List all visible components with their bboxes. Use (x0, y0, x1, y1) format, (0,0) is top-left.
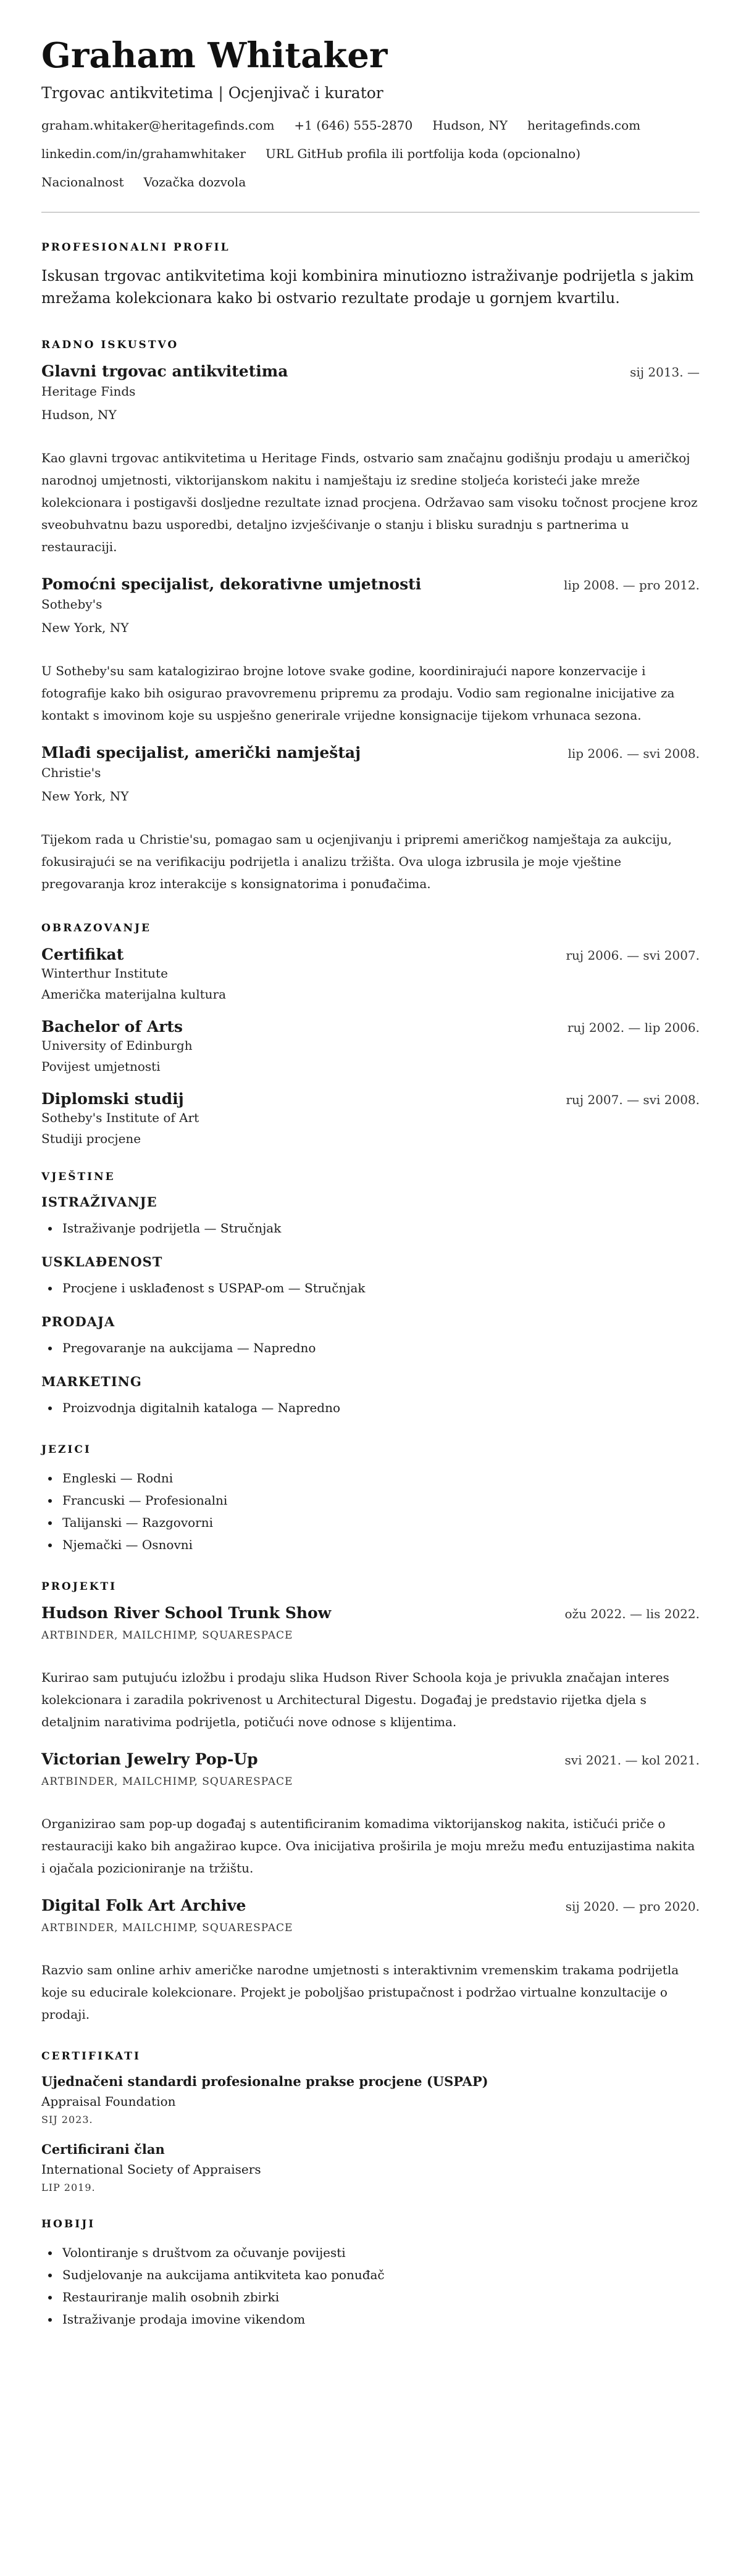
job-date: lip 2006. — svi 2008. (567, 746, 700, 761)
education-date: ruj 2007. — svi 2008. (566, 1092, 700, 1107)
list-item: • Engleski — Rodni (60, 1467, 700, 1489)
education-date: ruj 2006. — svi 2007. (566, 947, 700, 963)
hobbies-section (41, 2218, 700, 2330)
certificates-section (41, 2050, 700, 2193)
experience-entry (41, 575, 700, 726)
languages-section (41, 1444, 700, 1556)
project-title: Hudson River School Trunk Show (41, 1603, 332, 1622)
list-item: • Restauriranje malih osobnih zbirki (60, 2286, 700, 2308)
education-entry (41, 1018, 700, 1074)
certificate-date: SIJ 2023. (41, 2113, 93, 2125)
education-section (41, 922, 700, 1146)
job-location: Hudson, NY (41, 407, 117, 422)
driving-license-text: Vozačka dozvola (143, 174, 246, 189)
section-title: HOBIJI (41, 2217, 96, 2230)
project-tech: ARTBINDER, MAILCHIMP, SQUARESPACE (41, 1921, 293, 1934)
school-name: Winterthur Institute (41, 965, 168, 981)
hobby-list (41, 2242, 700, 2330)
company-name: Sotheby's (41, 596, 103, 612)
section-title: PROJEKTI (41, 1580, 117, 1593)
job-title: Glavni trgovac antikvitetima (41, 362, 288, 380)
project-title: Victorian Jewelry Pop-Up (41, 1750, 258, 1768)
profile-section (41, 241, 700, 309)
nationality-text: Nacionalnost (41, 174, 124, 189)
phone-link[interactable]: +1 (646) 555-2870 (294, 117, 413, 133)
skill-category: USKLAĐENOST (41, 1253, 163, 1269)
section-title: CERTIFIKATI (41, 2050, 141, 2063)
list-item: • Talijanski — Razgovorni (60, 1511, 700, 1534)
education-entry (41, 945, 700, 1002)
list-item: • Procjene i usklađenost s USPAP-om — Stručnjak (60, 1277, 700, 1299)
job-title: Pomoćni specijalist, dekorativne umjetnosti (41, 575, 422, 593)
project-description: Kurirao sam putujuću izložbu i prodaju slika Hudson River Schoola koja je privukla značajan interes kolekcionara i zaradila pokrivenost u Architectural Digestu. Događaj je predstavio rijetka djela s detaljnim narativima podrijetla, potičući nove odnose s klijentima. (41, 1669, 669, 1729)
skill-category: PRODAJA (41, 1313, 115, 1329)
education-entry (41, 1090, 700, 1146)
certificate-entry (41, 2074, 700, 2125)
list-item: • Istraživanje podrijetla — Stručnjak (60, 1217, 700, 1239)
website-link[interactable]: heritagefinds.com (527, 117, 641, 133)
project-date: sij 2020. — pro 2020. (565, 1898, 700, 1914)
list-item: • Njemački — Osnovni (60, 1534, 700, 1556)
resume-header (41, 37, 700, 189)
project-tech: ARTBINDER, MAILCHIMP, SQUARESPACE (41, 1629, 293, 1642)
projects-section (41, 1581, 700, 2025)
study-field: Povijest umjetnosti (41, 1058, 161, 1074)
job-location: New York, NY (41, 788, 129, 804)
project-tech: ARTBINDER, MAILCHIMP, SQUARESPACE (41, 1775, 293, 1788)
section-title: PROFESIONALNI PROFIL (41, 241, 230, 254)
linkedin-link[interactable]: linkedin.com/in/grahamwhitaker (41, 146, 246, 161)
list-item: • Volontiranje s društvom za očuvanje povijesti (60, 2242, 700, 2264)
profile-summary: Iskusan trgovac antikvitetima koji kombinira minutiozno istraživanje podrijetla s jakim mrežama kolekcionara kako bi ostvario rezultate prodaje u gornjem kvartilu. (41, 267, 694, 307)
section-title: VJEŠTINE (41, 1170, 115, 1183)
github-link[interactable]: URL GitHub profila ili portfolija koda (opcionalno) (265, 146, 580, 161)
certificate-date: LIP 2019. (41, 2181, 96, 2193)
list-item: • Sudjelovanje na aukcijama antikviteta kao ponuđač (60, 2264, 700, 2286)
skill-list (41, 1397, 700, 1419)
certificate-name: Ujednačeni standardi profesionalne prakse procjene (USPAP) (41, 2073, 488, 2089)
degree-title: Diplomski studij (41, 1089, 184, 1108)
job-description: Tijekom rada u Christie'su, pomagao sam u ocjenjivanju i pripremi američkog namještaja za aukciju, fokusirajući se na verifikaciju podrijetla i analizu tržišta. Ova uloga izbrusila je moje vještine pregovaranja kroz interakcije s konsignatorima i ponuđačima. (41, 831, 672, 891)
project-entry (41, 1750, 700, 1879)
education-date: ruj 2002. — lip 2006. (567, 1020, 700, 1035)
project-date: svi 2021. — kol 2021. (564, 1752, 700, 1768)
job-description: U Sotheby'su sam katalogizirao brojne lotove svake godine, koordinirajući napore konzervacije i fotografije kako bih osigurao pravovremenu pripremu za prodaju. Vodio sam regionalne inicijative za kontakt s imovinom koje su uspješno generirale vrijedne konsignacije tijekom vrhunaca sezona. (41, 663, 675, 723)
project-entry (41, 1604, 700, 1733)
skills-section (41, 1171, 700, 1419)
contact-row (41, 118, 700, 133)
experience-entry (41, 362, 700, 558)
person-name: Graham Whitaker (41, 35, 388, 76)
study-field: Američka materijalna kultura (41, 986, 227, 1002)
job-date: lip 2008. — pro 2012. (564, 577, 700, 592)
study-field: Studiji procjene (41, 1131, 141, 1146)
school-name: Sotheby's Institute of Art (41, 1110, 199, 1125)
company-name: Christie's (41, 765, 101, 780)
skill-list (41, 1217, 700, 1239)
job-title: Mlađi specijalist, američki namještaj (41, 743, 361, 762)
certificate-issuer: Appraisal Foundation (41, 2093, 176, 2109)
project-title: Digital Folk Art Archive (41, 1896, 246, 1914)
certificate-issuer: International Society of Appraisers (41, 2161, 261, 2177)
location-text: Hudson, NY (432, 117, 508, 133)
experience-section (41, 339, 700, 895)
contact-row (41, 175, 700, 189)
headline: Trgovac antikvitetima | Ocjenjivač i kurator (41, 83, 383, 102)
project-date: ožu 2022. — lis 2022. (564, 1606, 700, 1621)
skill-category: MARKETING (41, 1373, 142, 1389)
school-name: University of Edinburgh (41, 1037, 193, 1053)
project-description: Organizirao sam pop-up događaj s autentificiranim komadima viktorijanskog nakita, ističući priče o restauraciji kako bih angažirao kupce. Ova inicijativa proširila je moju mrežu među entuzijastima nakita i ojačala pozicioniranje na tržištu. (41, 1816, 695, 1876)
degree-title: Bachelor of Arts (41, 1017, 183, 1036)
list-item: • Istraživanje prodaja imovine vikendom (60, 2308, 700, 2330)
list-item: • Proizvodnja digitalnih kataloga — Napredno (60, 1397, 700, 1419)
email-link[interactable]: graham.whitaker@heritagefinds.com (41, 117, 275, 133)
certificate-name: Certificirani član (41, 2141, 165, 2157)
company-name: Heritage Finds (41, 383, 136, 399)
certificate-entry (41, 2142, 700, 2193)
skill-category: ISTRAŽIVANJE (41, 1194, 157, 1210)
section-title: JEZICI (41, 1443, 91, 1456)
section-title: OBRAZOVANJE (41, 921, 152, 934)
job-location: New York, NY (41, 620, 129, 635)
project-description: Razvio sam online arhiv američke narodne umjetnosti s interaktivnim vremenskim trakama podrijetla koje su educirale kolekcionare. Projekt je poboljšao pristupačnost i podržao virtualne konzultacije o prodaji. (41, 1962, 679, 2022)
section-title: RADNO ISKUSTVO (41, 338, 179, 351)
list-item: • Francuski — Profesionalni (60, 1489, 700, 1511)
project-entry (41, 1897, 700, 2025)
contact-row (41, 146, 700, 161)
experience-entry (41, 744, 700, 895)
list-item: • Pregovaranje na aukcijama — Napredno (60, 1337, 700, 1359)
header-divider (41, 212, 700, 213)
job-description: Kao glavni trgovac antikvitetima u Heritage Finds, ostvario sam značajnu godišnju prodaju u američkoj narodnoj umjetnosti, viktorijanskom nakitu i namještaju iz sredine stoljeća koristeći jake mreže kolekcionara i postigavši dosljedne rezultate iznad procjena. Održavao sam visoku točnost procjene kroz sveobuhvatnu bazu usporedbi, detaljno izvješćivanje o stanju i blisku suradnju s partnerima u restauraciji. (41, 450, 698, 554)
language-list (41, 1467, 700, 1556)
job-date: sij 2013. — (630, 364, 700, 380)
skill-list (41, 1277, 700, 1299)
skill-list (41, 1337, 700, 1359)
degree-title: Certifikat (41, 945, 124, 963)
